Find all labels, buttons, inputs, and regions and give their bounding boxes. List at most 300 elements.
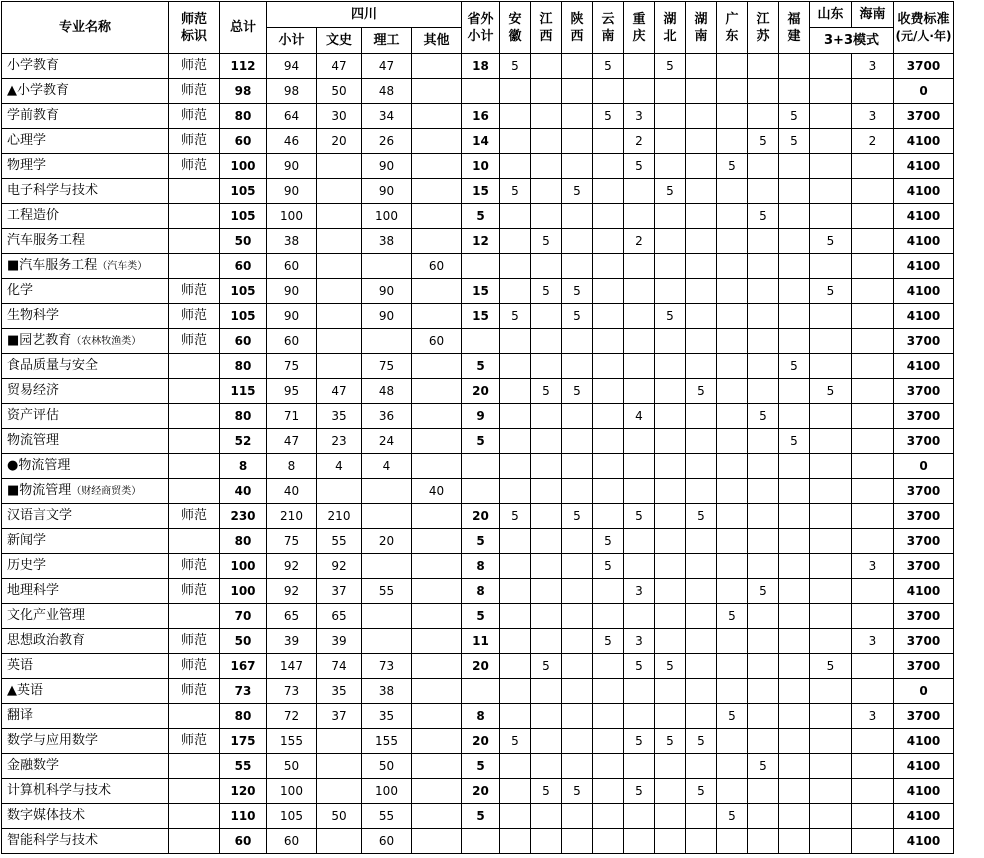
fee-cell: 4100 [894,579,954,604]
major-name-text: 文化产业管理 [7,608,86,623]
prov-jiangsu-cell: 5 [748,129,779,154]
header-sc-other: 其他 [412,28,462,54]
prov-hubei-cell [655,504,686,529]
prov-jiangxi-cell [531,504,562,529]
prov-hainan-cell [852,279,894,304]
prov-chongqing-cell [624,479,655,504]
sc-wen-cell [317,329,362,354]
prov-chongqing-cell [624,704,655,729]
out-subtotal-cell [462,79,500,104]
prov-fujian-cell [779,179,810,204]
major-name-text: 思想政治教育 [7,633,86,648]
out-subtotal-cell: 5 [462,429,500,454]
header-out-province: 省外 小计 [462,2,500,54]
out-subtotal-cell: 20 [462,779,500,804]
normal-mark [169,204,220,229]
prov-chongqing-cell: 5 [624,729,655,754]
header-sc-subtotal: 小计 [267,28,317,54]
prov-shaanxi-cell: 5 [562,779,593,804]
sc-li-cell: 20 [362,529,412,554]
table-row [2,554,954,579]
prov-shaanxi-cell [562,354,593,379]
prov-hunan-cell [686,754,717,779]
header-prov-anhui: 安 徽 [500,2,531,54]
prov-guangdong-cell [717,629,748,654]
sc-wen-cell: 50 [317,79,362,104]
prov-chongqing-cell: 5 [624,504,655,529]
prov-shandong-cell [810,254,852,279]
header-prov-jiangsu: 江 苏 [748,2,779,54]
sc-li-cell: 24 [362,429,412,454]
sc-subtotal-cell: 47 [267,429,317,454]
sc-other-cell [412,229,462,254]
prov-hunan-cell [686,229,717,254]
major-name [2,504,169,529]
major-name-text: ▲英语 [7,683,43,698]
major-name-text: 工程造价 [7,208,60,223]
out-subtotal-cell: 12 [462,229,500,254]
prov-shaanxi-cell [562,254,593,279]
prov-jiangxi-cell: 5 [531,279,562,304]
total-cell: 110 [220,804,267,829]
prov-jiangsu-cell [748,254,779,279]
prov-guangdong-cell [717,654,748,679]
prov-jiangsu-cell: 5 [748,204,779,229]
normal-mark [169,479,220,504]
prov-jiangxi-cell [531,804,562,829]
prov-hubei-cell [655,604,686,629]
prov-shaanxi-cell [562,104,593,129]
sc-subtotal-cell: 90 [267,279,317,304]
major-name-text: 生物科学 [7,308,60,323]
prov-yunnan-cell [593,304,624,329]
sc-other-cell [412,554,462,579]
fee-cell: 3700 [894,554,954,579]
prov-shaanxi-cell [562,54,593,79]
normal-mark [169,404,220,429]
header-sichuan: 四川 [267,2,462,28]
table-row [2,504,954,529]
prov-jiangsu-cell [748,454,779,479]
sc-wen-cell [317,179,362,204]
prov-shaanxi-cell [562,804,593,829]
major-category-tag: （农林牧渔类） [71,335,142,347]
prov-fujian-cell [779,329,810,354]
prov-shaanxi-cell [562,154,593,179]
normal-mark [169,529,220,554]
prov-hubei-cell: 5 [655,304,686,329]
prov-yunnan-cell: 5 [593,554,624,579]
prov-yunnan-cell [593,329,624,354]
fee-cell: 3700 [894,529,954,554]
sc-subtotal-cell: 46 [267,129,317,154]
table-row [2,704,954,729]
sc-subtotal-cell: 38 [267,229,317,254]
major-name-text: 英语 [7,658,34,673]
prov-hubei-cell [655,679,686,704]
prov-fujian-cell [779,54,810,79]
prov-shandong-cell: 5 [810,379,852,404]
prov-yunnan-cell [593,779,624,804]
major-name [2,254,169,279]
prov-jiangxi-cell [531,104,562,129]
prov-shaanxi-cell [562,329,593,354]
prov-jiangxi-cell [531,679,562,704]
prov-chongqing-cell [624,304,655,329]
prov-hubei-cell [655,829,686,854]
prov-guangdong-cell [717,379,748,404]
prov-yunnan-cell [593,279,624,304]
prov-hunan-cell: 5 [686,729,717,754]
prov-hainan-cell [852,204,894,229]
prov-guangdong-cell [717,54,748,79]
prov-jiangxi-cell: 5 [531,779,562,804]
prov-yunnan-cell [593,454,624,479]
sc-li-cell: 48 [362,379,412,404]
fee-cell: 4100 [894,754,954,779]
sc-wen-cell: 210 [317,504,362,529]
prov-hunan-cell [686,804,717,829]
normal-mark: 师范 [169,629,220,654]
prov-hubei-cell [655,379,686,404]
total-cell: 105 [220,304,267,329]
major-name [2,779,169,804]
prov-hubei-cell [655,554,686,579]
sc-li-cell [362,554,412,579]
prov-jiangxi-cell [531,79,562,104]
prov-fujian-cell: 5 [779,129,810,154]
major-name-text: 电子科学与技术 [7,183,99,198]
prov-fujian-cell [779,529,810,554]
prov-hubei-cell [655,579,686,604]
major-name [2,804,169,829]
prov-shandong-cell: 5 [810,229,852,254]
normal-mark [169,604,220,629]
prov-jiangsu-cell [748,54,779,79]
sc-other-cell [412,629,462,654]
total-cell: 52 [220,429,267,454]
table-row [2,304,954,329]
prov-yunnan-cell [593,404,624,429]
table-row [2,804,954,829]
normal-mark [169,804,220,829]
prov-jiangxi-cell [531,204,562,229]
prov-anhui-cell [500,229,531,254]
prov-chongqing-cell [624,554,655,579]
prov-yunnan-cell: 5 [593,104,624,129]
sc-wen-cell: 20 [317,129,362,154]
prov-shandong-cell [810,754,852,779]
sc-wen-cell [317,354,362,379]
normal-mark: 师范 [169,304,220,329]
prov-guangdong-cell [717,404,748,429]
header-total: 总计 [220,2,267,54]
prov-yunnan-cell [593,679,624,704]
major-name-text: 物理学 [7,158,47,173]
sc-li-cell [362,254,412,279]
sc-li-cell: 55 [362,804,412,829]
sc-other-cell [412,304,462,329]
prov-hunan-cell: 5 [686,379,717,404]
prov-shaanxi-cell [562,129,593,154]
prov-yunnan-cell [593,379,624,404]
prov-shaanxi-cell [562,629,593,654]
out-subtotal-cell: 18 [462,54,500,79]
prov-hunan-cell [686,354,717,379]
prov-jiangsu-cell: 5 [748,754,779,779]
prov-shandong-cell [810,629,852,654]
sc-other-cell [412,154,462,179]
prov-hainan-cell [852,229,894,254]
prov-jiangxi-cell: 5 [531,379,562,404]
prov-jiangsu-cell: 5 [748,579,779,604]
prov-hubei-cell: 5 [655,54,686,79]
sc-wen-cell: 35 [317,679,362,704]
out-subtotal-cell: 5 [462,604,500,629]
fee-cell: 4100 [894,729,954,754]
prov-jiangxi-cell [531,129,562,154]
prov-shandong-cell [810,429,852,454]
prov-shandong-cell [810,579,852,604]
sc-wen-cell: 47 [317,54,362,79]
normal-mark: 师范 [169,504,220,529]
prov-fujian-cell [779,804,810,829]
prov-jiangsu-cell [748,379,779,404]
prov-hunan-cell [686,579,717,604]
prov-anhui-cell: 5 [500,729,531,754]
sc-other-cell [412,529,462,554]
fee-cell: 4100 [894,279,954,304]
prov-guangdong-cell [717,204,748,229]
table-row [2,154,954,179]
sc-li-cell: 90 [362,154,412,179]
prov-chongqing-cell [624,79,655,104]
sc-wen-cell: 23 [317,429,362,454]
table-row [2,654,954,679]
prov-jiangsu-cell [748,229,779,254]
sc-other-cell [412,429,462,454]
prov-anhui-cell [500,704,531,729]
fee-cell: 4100 [894,129,954,154]
total-cell: 80 [220,529,267,554]
prov-jiangxi-cell [531,629,562,654]
prov-hunan-cell [686,704,717,729]
normal-mark: 师范 [169,729,220,754]
out-subtotal-cell: 11 [462,629,500,654]
prov-jiangsu-cell [748,279,779,304]
major-name [2,554,169,579]
major-name [2,379,169,404]
prov-fujian-cell [779,779,810,804]
sc-li-cell: 90 [362,304,412,329]
total-cell: 50 [220,229,267,254]
prov-guangdong-cell: 5 [717,804,748,829]
total-cell: 175 [220,729,267,754]
table-body [2,54,954,854]
prov-hainan-cell [852,829,894,854]
sc-subtotal-cell: 8 [267,454,317,479]
sc-li-cell [362,504,412,529]
normal-mark: 师范 [169,79,220,104]
total-cell: 112 [220,54,267,79]
sc-subtotal-cell: 65 [267,604,317,629]
prov-anhui-cell [500,204,531,229]
prov-shaanxi-cell [562,229,593,254]
prov-guangdong-cell [717,454,748,479]
prov-jiangsu-cell [748,654,779,679]
sc-wen-cell [317,729,362,754]
total-cell: 167 [220,654,267,679]
fee-cell: 3700 [894,704,954,729]
prov-chongqing-cell [624,179,655,204]
prov-jiangsu-cell [748,604,779,629]
major-name [2,304,169,329]
prov-shaanxi-cell: 5 [562,379,593,404]
prov-jiangxi-cell [531,54,562,79]
prov-jiangxi-cell [531,154,562,179]
total-cell: 40 [220,479,267,504]
prov-jiangsu-cell [748,529,779,554]
prov-anhui-cell [500,829,531,854]
normal-mark [169,779,220,804]
prov-shaanxi-cell [562,204,593,229]
sc-subtotal-cell: 90 [267,154,317,179]
prov-shaanxi-cell [562,654,593,679]
normal-mark: 师范 [169,129,220,154]
sc-subtotal-cell: 92 [267,579,317,604]
prov-anhui-cell [500,104,531,129]
prov-chongqing-cell: 2 [624,129,655,154]
prov-hainan-cell [852,529,894,554]
prov-hubei-cell [655,429,686,454]
major-name-text: 小学教育 [7,58,60,73]
prov-chongqing-cell [624,54,655,79]
out-subtotal-cell: 5 [462,204,500,229]
out-subtotal-cell [462,829,500,854]
table-row [2,829,954,854]
prov-fujian-cell [779,229,810,254]
table-row [2,279,954,304]
sc-subtotal-cell: 100 [267,204,317,229]
major-name-text: 心理学 [7,133,47,148]
prov-guangdong-cell [717,479,748,504]
prov-jiangxi-cell: 5 [531,654,562,679]
prov-anhui-cell [500,654,531,679]
prov-jiangsu-cell [748,179,779,204]
out-subtotal-cell: 15 [462,179,500,204]
prov-hainan-cell [852,804,894,829]
out-subtotal-cell [462,329,500,354]
total-cell: 120 [220,779,267,804]
prov-anhui-cell [500,379,531,404]
prov-fujian-cell: 5 [779,429,810,454]
fee-cell: 4100 [894,804,954,829]
total-cell: 80 [220,704,267,729]
prov-anhui-cell [500,579,531,604]
major-name-text: ■物流管理 [7,482,72,498]
prov-hubei-cell [655,279,686,304]
table-row [2,354,954,379]
prov-hainan-cell [852,604,894,629]
prov-shandong-cell [810,354,852,379]
prov-jiangsu-cell [748,679,779,704]
prov-yunnan-cell [593,504,624,529]
table-row [2,229,954,254]
prov-jiangxi-cell [531,304,562,329]
major-name [2,679,169,704]
sc-subtotal-cell: 72 [267,704,317,729]
prov-shandong-cell [810,129,852,154]
prov-guangdong-cell [717,554,748,579]
prov-anhui-cell [500,254,531,279]
sc-subtotal-cell: 64 [267,104,317,129]
sc-li-cell: 35 [362,704,412,729]
normal-mark: 师范 [169,654,220,679]
sc-li-cell [362,629,412,654]
prov-hainan-cell [852,254,894,279]
sc-wen-cell: 37 [317,704,362,729]
prov-guangdong-cell [717,679,748,704]
sc-other-cell [412,804,462,829]
total-cell: 98 [220,79,267,104]
sc-wen-cell [317,754,362,779]
prov-anhui-cell [500,679,531,704]
sc-wen-cell [317,829,362,854]
prov-shaanxi-cell [562,429,593,454]
prov-anhui-cell [500,754,531,779]
sc-li-cell: 90 [362,279,412,304]
prov-hainan-cell [852,429,894,454]
sc-li-cell: 36 [362,404,412,429]
prov-fujian-cell [779,79,810,104]
prov-hunan-cell [686,329,717,354]
prov-hubei-cell [655,254,686,279]
sc-li-cell [362,479,412,504]
out-subtotal-cell: 16 [462,104,500,129]
prov-hainan-cell [852,454,894,479]
prov-jiangsu-cell [748,779,779,804]
prov-hubei-cell [655,804,686,829]
sc-subtotal-cell: 71 [267,404,317,429]
prov-shaanxi-cell: 5 [562,179,593,204]
prov-guangdong-cell [717,104,748,129]
major-name [2,154,169,179]
normal-mark [169,429,220,454]
prov-hainan-cell [852,679,894,704]
prov-hubei-cell [655,629,686,654]
prov-shandong-cell [810,704,852,729]
sc-wen-cell: 74 [317,654,362,679]
prov-hunan-cell [686,604,717,629]
sc-li-cell: 38 [362,679,412,704]
normal-mark: 师范 [169,579,220,604]
header-sc-wen: 文史 [317,28,362,54]
out-subtotal-cell: 20 [462,379,500,404]
prov-fujian-cell [779,629,810,654]
prov-yunnan-cell [593,204,624,229]
header-sc-li: 理工 [362,28,412,54]
sc-wen-cell: 92 [317,554,362,579]
prov-yunnan-cell [593,829,624,854]
sc-other-cell [412,54,462,79]
fee-cell: 3700 [894,429,954,454]
normal-mark: 师范 [169,54,220,79]
prov-guangdong-cell [717,754,748,779]
prov-shandong-cell [810,779,852,804]
major-name [2,754,169,779]
prov-fujian-cell [779,379,810,404]
fee-cell: 0 [894,679,954,704]
